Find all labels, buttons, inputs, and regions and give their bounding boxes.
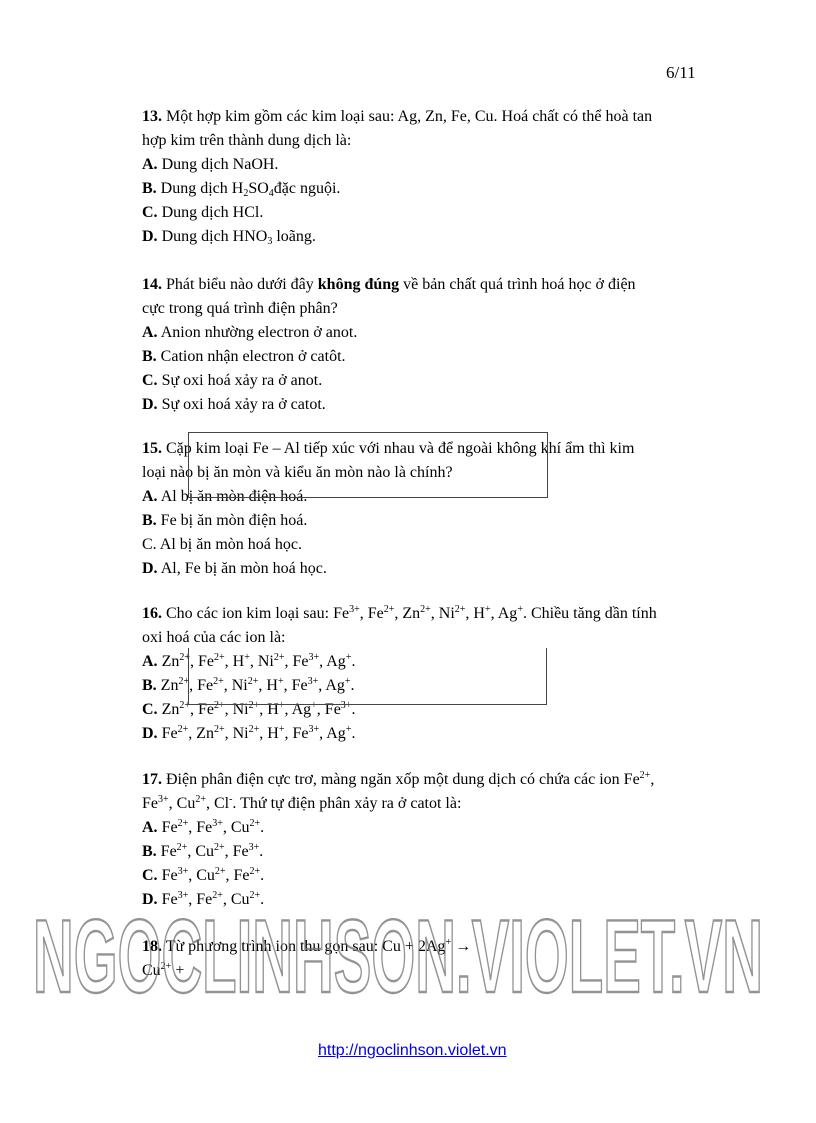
ion-symbol: Fe: [160, 843, 177, 860]
ion-symbol: Fe: [197, 653, 214, 670]
ion-charge: 2+: [249, 866, 261, 877]
ion-symbol: H: [267, 701, 279, 718]
question-stem: 15. Cặp kim loại Fe – Al tiếp xúc với nhau và để ngoài không khí ẩm thì kim loại nào bị ăn mòn và kiểu ăn mòn nào là chính?: [142, 440, 635, 481]
question-stem: 17. Điện phân điện cực trơ, màng ngăn xốp một dung dịch có chứa các ion $Fe^{2+}$, $Fe^{3+}$, $Cu^{2+}$, Cl-. Thứ tự điện phân xảy ra ở catot là:: [142, 770, 655, 812]
ion-symbol: Ag: [497, 605, 518, 622]
ion-charge: 2+: [212, 890, 223, 901]
option-c: C. Al bị ăn mòn hoá học.: [142, 536, 302, 553]
ion-symbol: Cu: [176, 795, 196, 812]
question-18: [142, 935, 722, 983]
ion-charge: 2+: [179, 652, 190, 663]
ion-charge: 2+: [213, 842, 225, 853]
option-c: C. $Fe^{3+}$, $Cu^{2+}$, $Fe^{2+}$.: [142, 866, 265, 884]
ion-charge: +: [517, 604, 523, 615]
ion-symbol: H: [473, 605, 485, 622]
ion-charge: +: [484, 604, 491, 615]
option-b: B. $Fe^{2+}$, $Cu^{2+}$, $Fe^{3+}$.: [142, 842, 264, 860]
ion-charge: 2+: [420, 604, 431, 615]
ion-symbol: Fe: [367, 605, 384, 622]
ion-charge: 2+: [454, 604, 466, 615]
option-d: D. Sự oxi hoá xảy ra ở catot.: [142, 396, 326, 413]
ion-charge: 3+: [307, 676, 319, 687]
ion-charge: +: [345, 652, 352, 663]
ion-charge: 2+: [176, 842, 188, 853]
option-b: B. Fe bị ăn mòn điện hoá.: [142, 512, 308, 529]
question-15: [142, 437, 722, 581]
ion-symbol: Cl: [213, 795, 230, 812]
ion-symbol: Fe: [232, 843, 249, 860]
ion-symbol: Fe: [161, 725, 178, 742]
ion-symbol: Fe: [333, 605, 350, 622]
option-d: D. Dung dịch $HNO_3$ loãng.: [142, 228, 316, 247]
ion-charge: 3+: [212, 818, 223, 829]
ion-symbol: Ag: [291, 701, 312, 718]
ion-symbol: Fe: [233, 867, 250, 884]
page-number: 6/11: [666, 63, 696, 82]
question-number: 18.: [142, 938, 162, 955]
ion-charge: 2+: [248, 700, 260, 711]
option-d: D. $Fe^{3+}$, $Fe^{2+}$, $Cu^{2+}$.: [142, 890, 265, 908]
option-a: A. $Fe^{2+}$, $Fe^{3+}$, $Cu^{2+}$.: [142, 818, 265, 836]
ion-charge: 3+: [349, 604, 360, 615]
option-a: A. Dung dịch NaOH.: [142, 156, 279, 173]
option-b: B. $Zn^{2+}$, $Fe^{2+}$, $Ni^{2+}$, H+, $Fe^{3+}$, Ag+.: [142, 676, 355, 694]
ion-symbol: Zn: [161, 653, 180, 670]
ion-symbol: Fe: [324, 701, 341, 718]
ion-charge: 3+: [248, 842, 260, 853]
ion-symbol: Fe: [292, 725, 309, 742]
ion-symbol: Fe: [161, 891, 178, 908]
ion-charge: +: [344, 676, 351, 687]
ion-charge: 2+: [179, 700, 190, 711]
ion-charge: 2+: [177, 724, 189, 735]
ion-symbol: Zn: [196, 725, 214, 742]
question-number: 17.: [142, 771, 162, 788]
ion-charge: 2+: [214, 866, 226, 877]
question-stem: 18. Từ phương trình ion thu gọn sau: Cu + 2Ag+ → $Cu^{2+}$ +: [142, 937, 472, 979]
ion-charge: -: [229, 794, 233, 805]
ion-charge: 2+: [195, 794, 206, 805]
option-c: C. Dung dịch HCl.: [142, 204, 264, 221]
question-16: [142, 602, 722, 746]
question-number: 16.: [142, 605, 162, 622]
ion-charge: +: [311, 700, 317, 711]
footer-link[interactable]: http://ngoclinhson.violet.vn: [318, 1042, 507, 1059]
ion-charge: 2+: [249, 818, 261, 829]
question-number: 15.: [142, 440, 162, 457]
ion-charge: 2+: [247, 676, 259, 687]
option-a: A. $Zn^{2+}$, $Fe^{2+}$, H+, $Ni^{2+}$, $Fe^{3+}$, Ag+.: [142, 652, 356, 670]
question-17: [142, 768, 722, 912]
ion-charge: 3+: [177, 866, 189, 877]
ion-symbol: Fe: [142, 795, 158, 812]
option-a: A. Anion nhường electron ở anot.: [142, 324, 358, 341]
question-number: 14.: [142, 276, 162, 293]
ion-symbol: Ag: [325, 677, 345, 694]
ion-charge: 2+: [178, 676, 190, 687]
ion-charge: 3+: [158, 794, 169, 805]
ion-charge: +: [345, 724, 352, 735]
option-d: D. $Fe^{2+}$, $Zn^{2+}$, $Ni^{2+}$, H+, $Fe^{3+}$, Ag+.: [142, 724, 356, 742]
question-stem: 16. Cho các ion kim loại sau: $Fe^{3+}$, $Fe^{2+}$, $Zn^{2+}$, $Ni^{2+}$, H+, Ag+. Chiều tăng dần tính oxi hoá của các ion là:: [142, 604, 657, 646]
question-stem: 13. Một hợp kim gồm các kim loại sau: Ag, Zn, Fe, Cu. Hoá chất có thể hoà tan hợp kim trên thành dung dịch là:: [142, 108, 653, 149]
ion-symbol: Cu: [196, 867, 215, 884]
option-c: C. $Zn^{2+}$, $Fe^{2+}$, $Ni^{2+}$, H+, Ag+, $Fe^{3+}$.: [142, 700, 356, 718]
ion-charge: +: [278, 724, 285, 735]
ion-charge: 2+: [383, 604, 395, 615]
ion-charge: 3+: [340, 700, 352, 711]
ion-symbol: Fe: [161, 867, 178, 884]
ion-charge: +: [278, 700, 285, 711]
ion-charge: 3+: [308, 724, 320, 735]
ion-charge: 2+: [273, 652, 285, 663]
ion-symbol: Ni: [438, 605, 455, 622]
ion-symbol: Fe: [197, 677, 214, 694]
ion-charge: 2+: [213, 676, 224, 687]
ion-symbol: Ag: [326, 653, 346, 670]
ion-charge: 3+: [177, 890, 189, 901]
ion-symbol: Fe: [197, 701, 214, 718]
ion-symbol: Fe: [292, 653, 309, 670]
ion-symbol: Cu: [230, 819, 250, 836]
ion-charge: 2+: [249, 890, 261, 901]
ion-symbol: Ni: [232, 725, 249, 742]
question-13: [142, 105, 722, 249]
question-stem: 14. Phát biểu nào dưới đây không đúng về bản chất quá trình hoá học ở điện cực trong quá trình điện phân?: [142, 276, 636, 317]
ion-symbol: Fe: [196, 819, 213, 836]
ion-symbol: Fe: [291, 677, 308, 694]
svg-text:NGOCLINHSON.VIOLET.VN: NGOCLINHSON.VIOLET.VN: [33, 900, 763, 1010]
ion-charge: +: [277, 676, 284, 687]
option-c: C. Sự oxi hoá xảy ra ở anot.: [142, 372, 323, 389]
option-a: A. Al bị ăn mòn điện hoá.: [142, 488, 308, 505]
option-b: B. Dung dịch $H_2SO_4đặc$ nguội.: [142, 180, 341, 199]
ion-symbol: H: [267, 725, 279, 742]
ion-symbol: Cu: [195, 843, 214, 860]
ion-symbol: Ni: [231, 677, 248, 694]
ion-charge: 2+: [213, 724, 225, 735]
ion-charge: 2+: [213, 652, 225, 663]
question-number: 13.: [142, 108, 162, 125]
question-14: [142, 273, 722, 417]
ion-charge: 2+: [248, 724, 260, 735]
ion-symbol: Fe: [161, 819, 178, 836]
ion-charge: 3+: [308, 652, 320, 663]
ion-symbol: Ni: [232, 701, 249, 718]
option-b: B. Cation nhận electron ở catôt.: [142, 348, 346, 365]
ion-symbol: Fe: [196, 891, 213, 908]
ion-symbol: Zn: [161, 701, 180, 718]
ion-charge: +: [244, 652, 250, 663]
ion-symbol: Zn: [402, 605, 421, 622]
ion-symbol: Ni: [257, 653, 274, 670]
ion-symbol: Cu: [230, 891, 250, 908]
ion-symbol: Ag: [326, 725, 346, 742]
ion-charge: 2+: [213, 700, 225, 711]
ion-charge: 2+: [177, 818, 189, 829]
ion-symbol: Zn: [160, 677, 179, 694]
option-d: D. Al, Fe bị ăn mòn hoá học.: [142, 560, 327, 577]
ion-symbol: H: [232, 653, 245, 670]
ion-symbol: H: [266, 677, 278, 694]
